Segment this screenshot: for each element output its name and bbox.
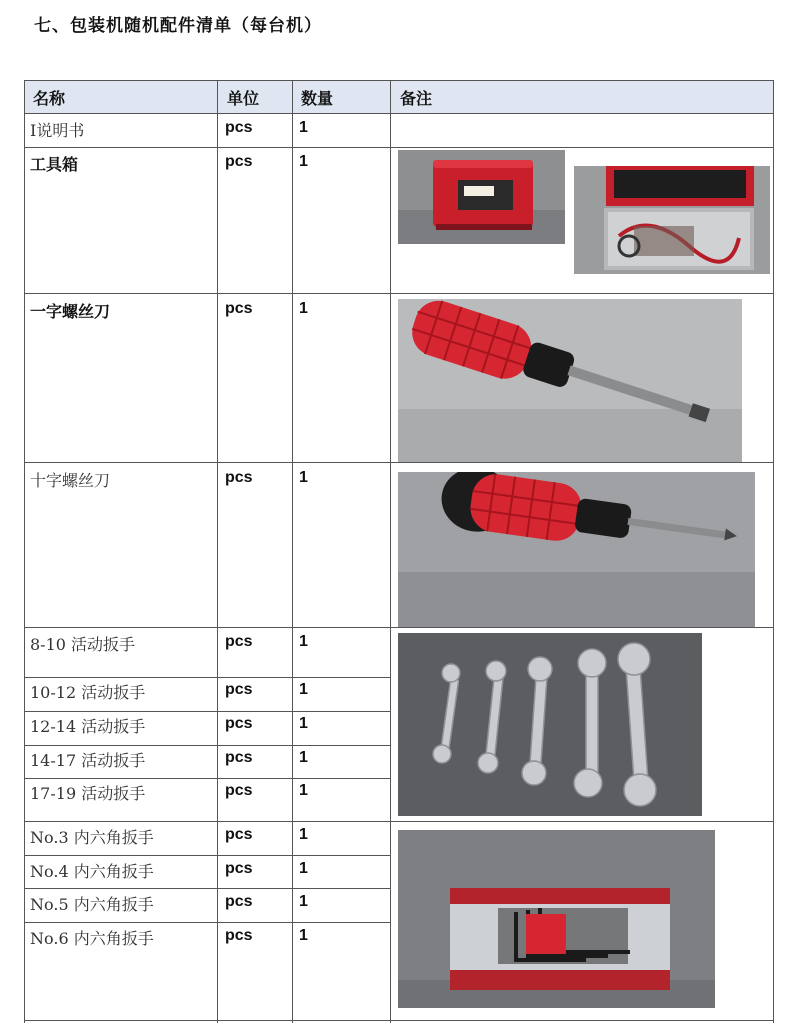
row-unit: pcs (225, 749, 253, 766)
row-qty: 1 (299, 300, 308, 317)
row-qty: 1 (299, 893, 308, 910)
row-unit: pcs (225, 893, 253, 910)
row-name: 10-12 活动扳手 (30, 683, 146, 702)
header-qty: 数量 (301, 89, 334, 108)
header-unit: 单位 (227, 89, 260, 108)
row-name: No.5 内六角扳手 (30, 895, 154, 914)
row-qty: 1 (299, 826, 308, 843)
hex-key-set-photo (398, 830, 715, 1008)
page-title: 七、包装机随机配件清单（每台机） (34, 16, 322, 36)
phillips-screwdriver-photo (398, 472, 755, 627)
row-unit: pcs (225, 119, 253, 136)
row-qty: 1 (299, 927, 308, 944)
row-unit: pcs (225, 826, 253, 843)
row-name: 工具箱 (30, 155, 79, 174)
row-unit: pcs (225, 153, 253, 170)
row-name: Ⅰ说明书 (30, 121, 85, 140)
row-unit: pcs (225, 300, 253, 317)
row-name: 一字螺丝刀 (30, 302, 111, 321)
row-qty: 1 (299, 749, 308, 766)
row-unit: pcs (225, 633, 253, 650)
row-unit: pcs (225, 860, 253, 877)
row-qty: 1 (299, 633, 308, 650)
row-qty: 1 (299, 715, 308, 732)
row-unit: pcs (225, 715, 253, 732)
header-name: 名称 (33, 89, 66, 108)
row-unit: pcs (225, 782, 253, 799)
row-unit: pcs (225, 681, 253, 698)
header-note: 备注 (400, 89, 433, 108)
accessory-table (24, 80, 774, 1023)
row-name: 12-14 活动扳手 (30, 717, 146, 736)
row-name: 8-10 活动扳手 (30, 635, 136, 654)
row-name: No.3 内六角扳手 (30, 828, 154, 847)
row-name: 14-17 活动扳手 (30, 751, 146, 770)
wrench-set-photo (398, 633, 702, 816)
toolbox-closed-photo (398, 150, 565, 244)
flat-screwdriver-photo (398, 299, 742, 462)
row-qty: 1 (299, 782, 308, 799)
row-name: 17-19 活动扳手 (30, 784, 146, 803)
row-qty: 1 (299, 119, 308, 136)
row-unit: pcs (225, 469, 253, 486)
row-qty: 1 (299, 681, 308, 698)
table-header (24, 80, 774, 113)
row-name: 十字螺丝刀 (30, 471, 111, 490)
row-name: No.4 内六角扳手 (30, 862, 154, 881)
toolbox-open-photo (574, 166, 770, 274)
row-qty: 1 (299, 860, 308, 877)
row-qty: 1 (299, 469, 308, 486)
row-name: No.6 内六角扳手 (30, 929, 154, 948)
row-qty: 1 (299, 153, 308, 170)
row-unit: pcs (225, 927, 253, 944)
